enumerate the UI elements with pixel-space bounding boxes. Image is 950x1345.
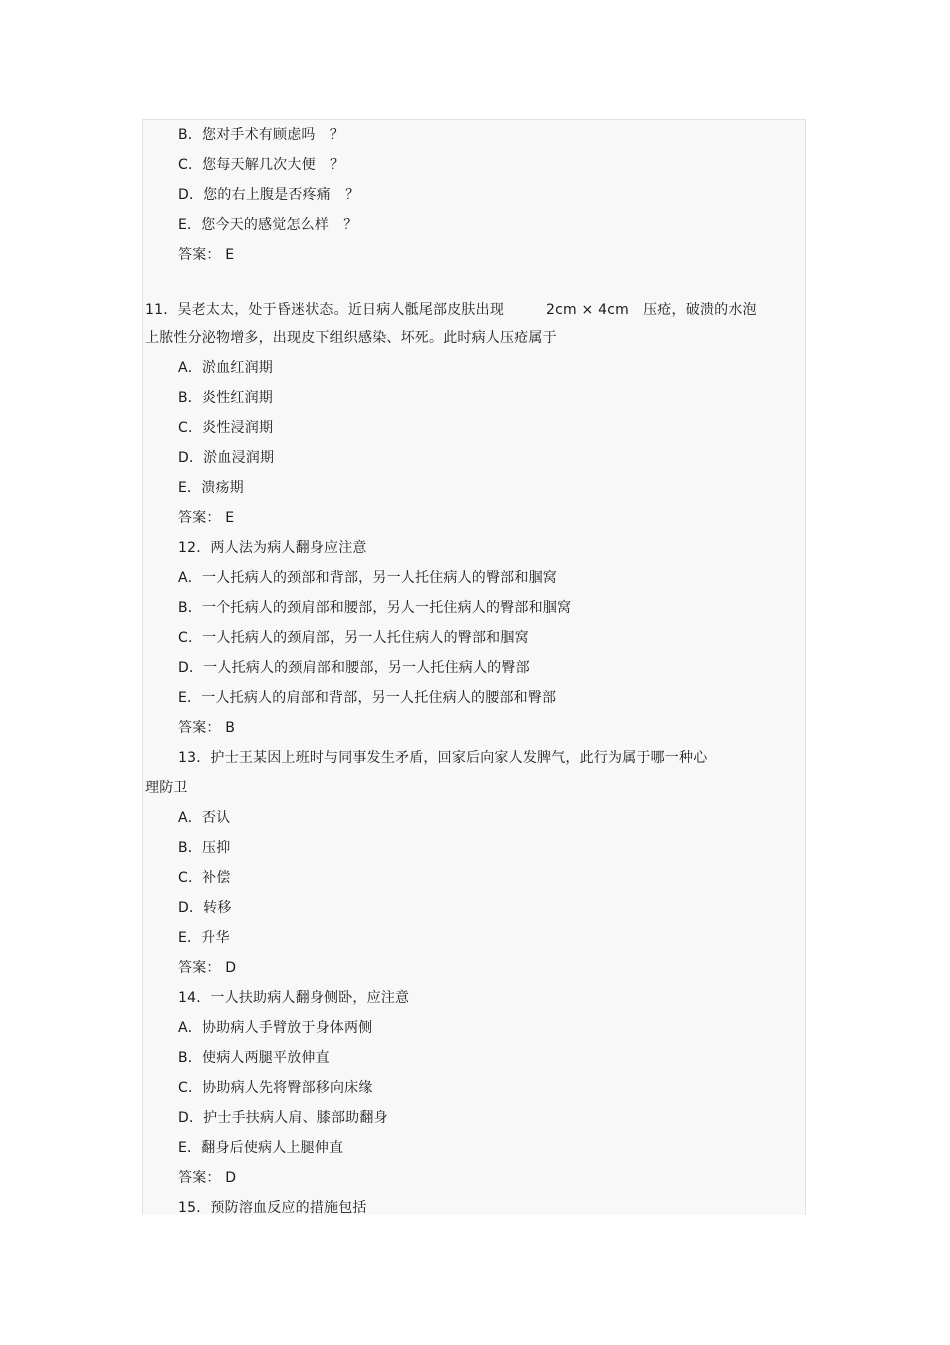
q13-title-cont: 理防卫 [145, 780, 188, 796]
q14-option-d: D．护士手扶病人肩、膝部助翻身 [178, 1110, 388, 1126]
q10-answer: 答案： E [178, 247, 235, 263]
q12-option-c: C．一人托病人的颈肩部，另一人托住病人的臀部和腘窝 [178, 630, 529, 646]
q14-option-b: B．使病人两腿平放伸直 [178, 1050, 330, 1066]
q14-option-a: A．协助病人手臂放于身体两侧 [178, 1020, 373, 1036]
q12-option-e: E．一人托病人的肩部和背部，另一人托住病人的腰部和臀部 [178, 690, 557, 706]
q14-answer: 答案： D [178, 1170, 237, 1186]
q13-option-b: B．压抑 [178, 840, 231, 856]
q11-title-line1 [145, 300, 757, 320]
document-page [142, 119, 806, 1215]
q13-option-d: D．转移 [178, 900, 232, 916]
q13-option-e: E．升华 [178, 930, 230, 946]
q11-option-e: E．溃疡期 [178, 480, 244, 496]
q12-answer: 答案： B [178, 720, 236, 736]
q12-title: 12．两人法为病人翻身应注意 [178, 540, 367, 556]
q10-option-d: D．您的右上腹是否疼痛 ？ [178, 187, 360, 203]
q13-option-a: A．否认 [178, 810, 231, 826]
q10-option-e: E．您今天的感觉怎么样 ？ [178, 217, 358, 233]
q12-option-d: D．一人托病人的颈肩部和腰部，另一人托住病人的臀部 [178, 660, 530, 676]
q11-title-line2: 上脓性分泌物增多，出现皮下组织感染、坏死。此时病人压疮属于 [145, 330, 557, 346]
q12-option-b: B．一个托病人的颈肩部和腰部，另人一托住病人的臀部和腘窝 [178, 600, 572, 616]
q11-answer: 答案： E [178, 510, 235, 526]
q11-option-a: A．淤血红润期 [178, 360, 273, 376]
q13-answer: 答案： D [178, 960, 237, 976]
q11-option-b: B．炎性红润期 [178, 390, 274, 406]
q12-option-a: A．一人托病人的颈部和背部，另一人托住病人的臀部和腘窝 [178, 570, 557, 586]
q10-option-b: B．您对手术有顾虑吗 ？ [178, 127, 345, 143]
q11-option-d: D．淤血浸润期 [178, 450, 275, 466]
q15-title: 15．预防溶血反应的措施包括 [178, 1200, 367, 1215]
q11-title-size: 2cm × 4cm 压疮，破溃的水泡 [546, 302, 757, 318]
q11-title-text: 11．吴老太太，处于昏迷状态。近日病人骶尾部皮肤出现 [145, 302, 505, 318]
q13-option-c: C．补偿 [178, 870, 231, 886]
q10-option-c: C．您每天解几次大便 ？ [178, 157, 345, 173]
q14-option-c: C．协助病人先将臀部移向床缘 [178, 1080, 373, 1096]
q13-title: 13．护士王某因上班时与同事发生矛盾，回家后向家人发脾气，此行为属于哪一种心 [178, 750, 708, 766]
q14-option-e: E．翻身后使病人上腿伸直 [178, 1140, 344, 1156]
q11-option-c: C．炎性浸润期 [178, 420, 274, 436]
q14-title: 14．一人扶助病人翻身侧卧，应注意 [178, 990, 410, 1006]
